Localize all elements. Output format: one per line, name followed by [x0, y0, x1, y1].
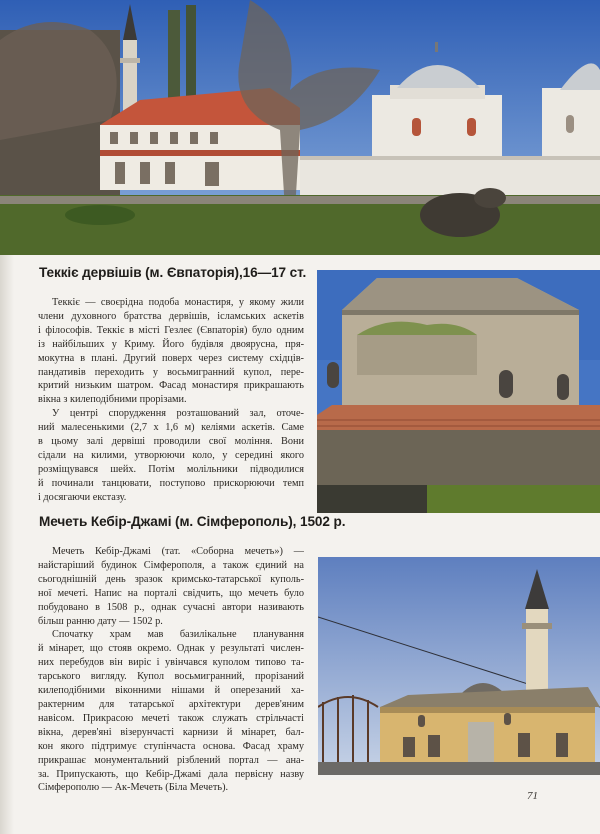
text-line: вікна, дерев'яні візерунчасті карнизи й мінарет, бал-	[38, 726, 304, 738]
text-line: в цьому залі дервіші проводили свої моління. Вони	[38, 436, 304, 448]
page-gutter-shadow	[0, 255, 14, 834]
text-line: й мінарет, що стояв окремо. Однак у результаті числен-	[38, 643, 304, 655]
section-heading-tekkie: Теккіє дервішів (м. Євпаторія),16—17 ст.	[39, 265, 307, 280]
text-line: них перебудов він виріс і увінчався куполом типово та-	[38, 657, 304, 669]
text-line: мокутна в плані. Другий поверх через систему сxідців-	[38, 352, 304, 364]
text-line: більш ранню дату — 1502 р.	[38, 615, 163, 627]
text-line: килеподібними віконними нішами й оперезаний ха-	[38, 685, 304, 697]
text-line: сьогоднішній день зразок кримсько-татарської куполь-	[38, 573, 304, 585]
text-line: рактерним для татарської архітектури дерев'яним	[38, 698, 304, 710]
text-line: прикрашає монументальний різблений портал — ана-	[38, 754, 304, 766]
text-line: тарського вигляду. Купол восьмигранний, прорізаний	[38, 671, 304, 683]
text-line: Спочатку храм мав базилікальне планування	[52, 629, 304, 641]
text-line: найстаріший будинок Сімферополя, а також єдиний на	[38, 559, 304, 571]
palace-photo	[0, 0, 600, 255]
text-line: за. Припускають, що Кебір-Джамі дала первісну назву	[38, 768, 304, 780]
tekkie-photo-drawing	[317, 270, 600, 513]
text-line: навісом. Прикрасою мечеті також служать стрільчасті	[38, 712, 304, 724]
page-number: 71	[527, 790, 538, 802]
text-line: вікна з килеподібними прорізами.	[38, 394, 187, 406]
article-kebir-jami	[38, 545, 304, 795]
text-line: побудовано в 1508 р., однак сучасні автори називають	[38, 601, 304, 613]
text-line: і досягаючи екстазу.	[38, 491, 127, 503]
text-line: Мечеть Кебір-Джамі (тат. «Соборна мечеть») —	[52, 546, 304, 557]
text-line: розміщувався шейх. Потім молільники підводилися	[38, 463, 304, 475]
text-line: й починали танцювати, поступово прискорюючи темп	[38, 477, 304, 489]
text-line: сідали на килими, утворюючи коло, у середині якого	[38, 449, 304, 461]
text-line: кон якого підтримує ступінчаста основа. Фасад храму	[38, 740, 304, 752]
palace-photo-drawing	[0, 0, 600, 255]
text-line: ної мечеті. Напис на порталі свідчить, що мечеть було	[38, 587, 304, 599]
text-line: пандативів переходить у восьмигранний купол, пере-	[38, 366, 304, 378]
text-line: ний малесенькими (2,7 х 1,6 м) келіями аскетів. Саме	[38, 422, 304, 434]
text-line: критий низьким шатром. Фасад монастиря прикрашають	[38, 380, 304, 392]
text-line: і філософів. Теккіє в місті Гезлеє (Євпаторія) було одним	[38, 324, 304, 336]
text-line: Теккіє — своєрідна подоба монастиря, у якому жили	[52, 297, 304, 308]
tekkie-photo	[317, 270, 600, 513]
text-line: із найбільших у Криму. Його будівля двоярусна, пря-	[38, 338, 304, 350]
section-heading-kebir-jami: Мечеть Кебір-Джамі (м. Сімферополь), 1502 р.	[39, 514, 346, 529]
kebir-jami-photo-drawing	[318, 557, 600, 775]
text-line: У центрі спорудження розташований зал, оточе-	[52, 408, 304, 420]
text-line: Сімферополю — Ак-Мечеть (Біла Мечеть).	[38, 782, 229, 794]
kebir-jami-photo	[318, 557, 600, 775]
text-line: члени духовного братства дервішів, ісламських аскетів	[38, 310, 304, 322]
article-tekkie	[38, 296, 304, 505]
